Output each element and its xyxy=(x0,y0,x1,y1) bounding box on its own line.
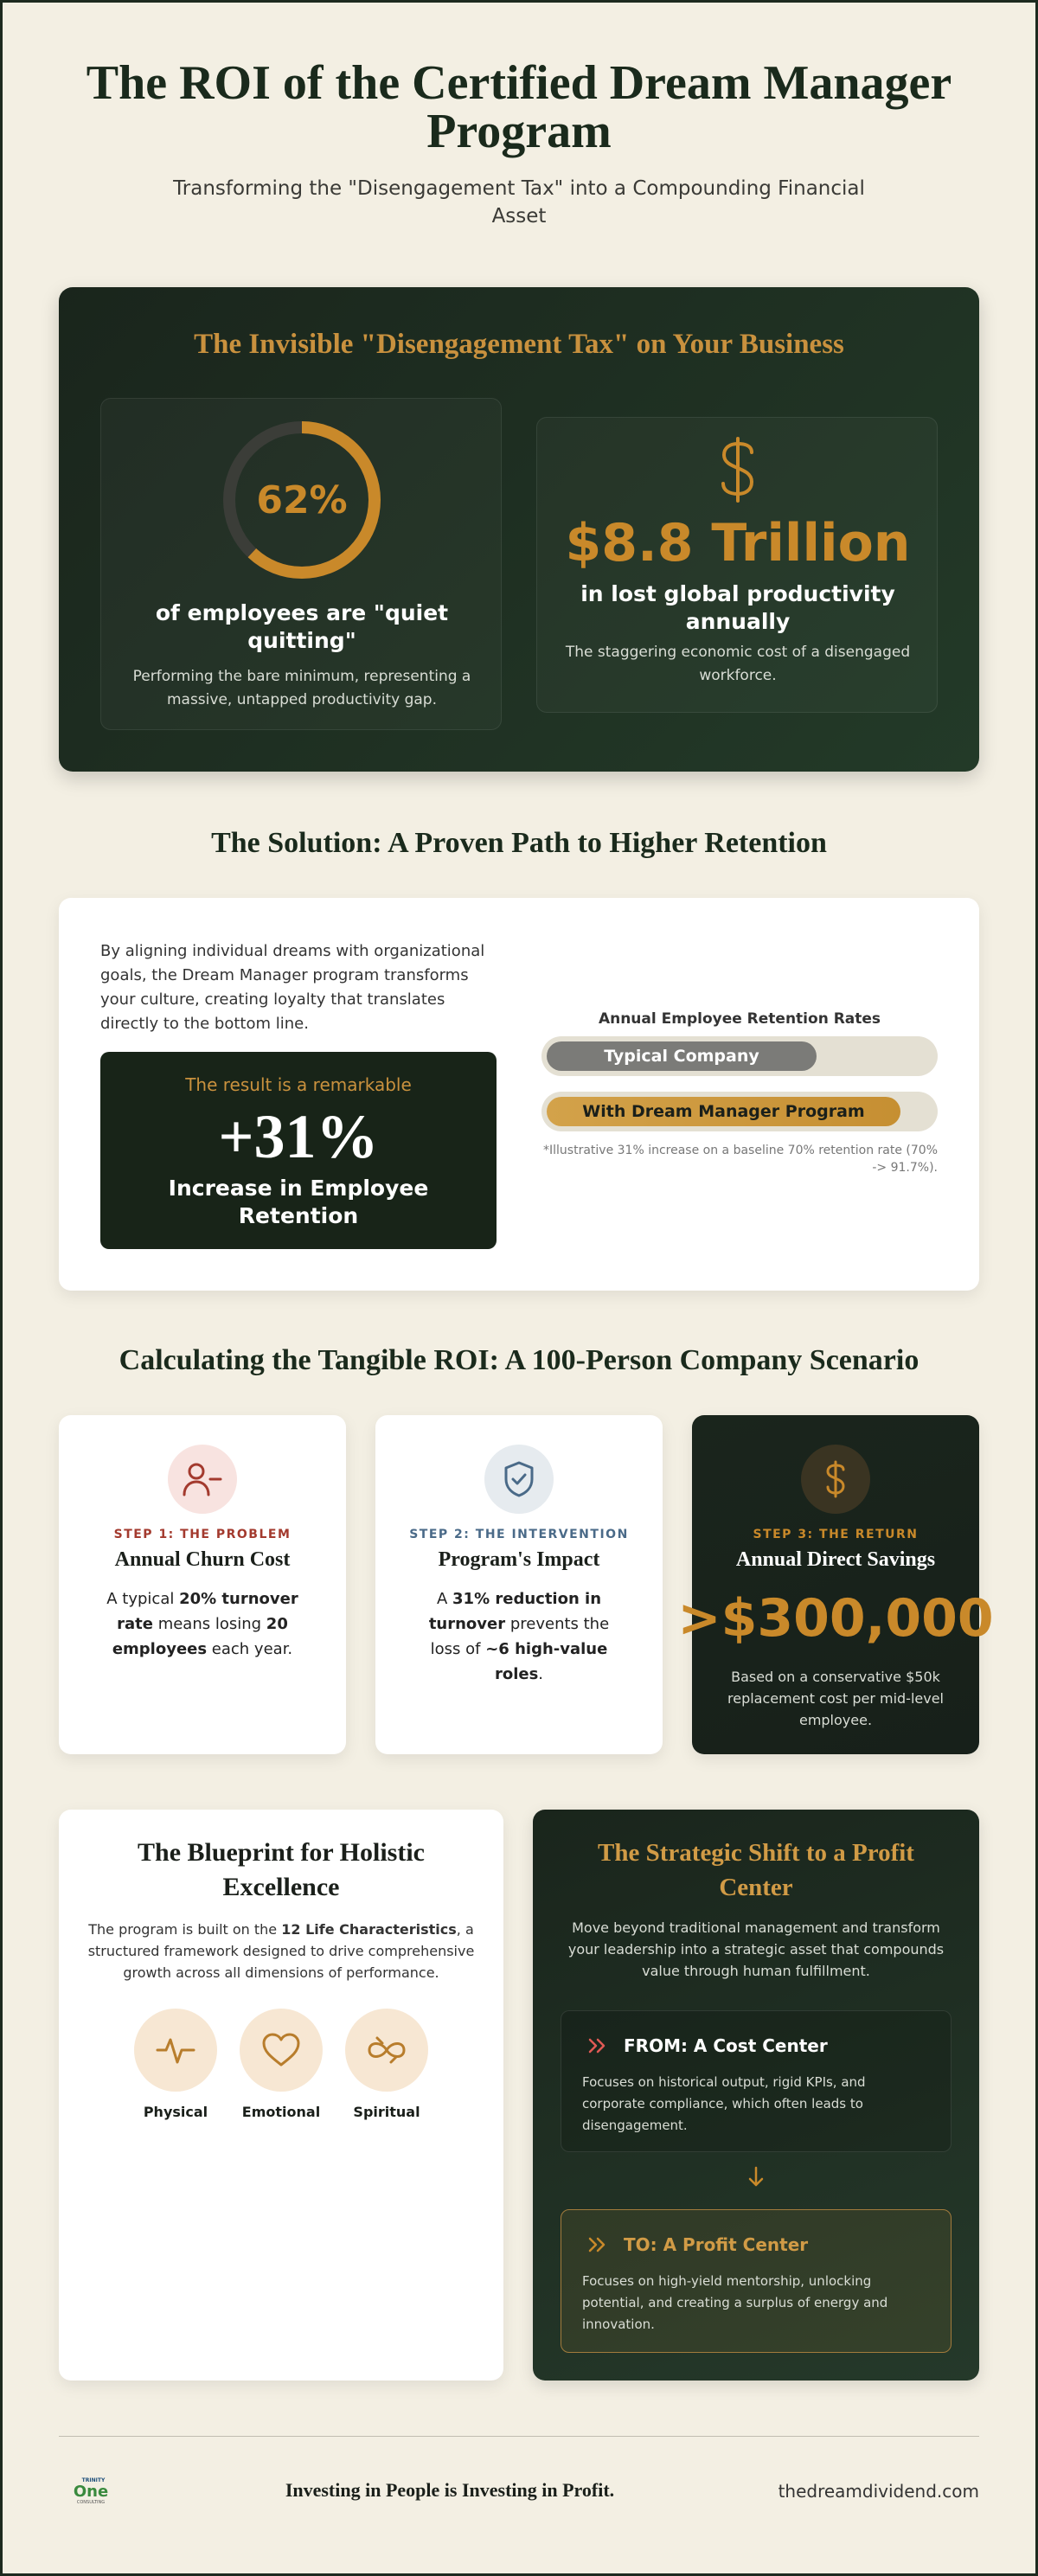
solution-card xyxy=(59,898,979,1291)
lost-productivity-value: $8.8 Trillion xyxy=(565,513,911,574)
pillar-emotional xyxy=(234,2009,329,2120)
solution-body: By aligning individual dreams with organizational goals, the Dream Manager program transforms your culture, creating loyalty that translates directly to the bottom line. xyxy=(100,942,485,1033)
heart-icon xyxy=(261,2032,301,2068)
quiet-quitting-headline: of employees are "quiet quitting" xyxy=(155,600,449,653)
dollar-icon xyxy=(715,437,760,503)
step-return-title: Annual Direct Savings xyxy=(735,1548,936,1571)
result-value: +31% xyxy=(218,1102,379,1171)
annual-savings-note: Based on a conservative $50k replacement cost per mid-level employee. xyxy=(727,1669,944,1728)
profit-center-box xyxy=(561,2209,952,2353)
profit-center-head: TO: A Profit Center xyxy=(624,2234,809,2255)
retention-chart-note: *Illustrative 31% increase on a baseline 70% retention rate (70% -> 91.7%). xyxy=(543,1144,938,1175)
pillar-physical-circle xyxy=(134,2009,217,2092)
quiet-quitting-description: Performing the bare minimum, representing a massive, untapped productivity gap. xyxy=(132,668,471,708)
step-intervention-title: Program's Impact xyxy=(438,1548,600,1571)
step-return-label: STEP 3: THE RETURN xyxy=(753,1528,919,1541)
cost-center-box xyxy=(561,2010,952,2152)
svg-text:TRINITY: TRINITY xyxy=(81,2477,106,2483)
annual-savings-value: >$300,000 xyxy=(677,1588,994,1649)
step-intervention-icon-circle xyxy=(484,1445,554,1514)
arrow-down-icon xyxy=(747,2164,765,2190)
retention-result-box xyxy=(100,1052,497,1249)
infinity-icon xyxy=(365,2033,408,2067)
footer-url[interactable]: thedreamdividend.com xyxy=(778,2481,979,2502)
chevrons-right-icon xyxy=(587,2236,606,2253)
dream-manager-bar: With Dream Manager Program xyxy=(547,1097,900,1126)
page-subtitle: Transforming the "Disengagement Tax" into a Compounding Financial Asset xyxy=(173,177,865,227)
step-problem-icon-circle xyxy=(168,1445,237,1514)
shift-title: The Strategic Shift to a Profit Center xyxy=(598,1839,914,1901)
trinity-one-logo xyxy=(67,2476,114,2505)
pillar-spiritual xyxy=(339,2009,434,2120)
profit-center-desc: Focuses on high-yield mentorship, unlocking potential, and creating a surplus of energy and innovation. xyxy=(582,2273,888,2332)
step-intervention-label: STEP 2: THE INTERVENTION xyxy=(409,1528,629,1541)
pillar-spiritual-label: Spiritual xyxy=(353,2104,420,2120)
blueprint-card xyxy=(59,1810,503,2381)
dollar-icon xyxy=(823,1460,848,1498)
footer-tagline: Investing in People is Investing in Profit. xyxy=(285,2479,615,2501)
quiet-quitting-percent: 62% xyxy=(256,477,348,522)
lost-productivity-headline: in lost global productivity annually xyxy=(580,581,895,634)
pillar-spiritual-circle xyxy=(345,2009,428,2092)
step-problem-description: A typical 20% turnover rate means losing 20 employees each year. xyxy=(106,1590,298,1658)
cost-center-head: FROM: A Cost Center xyxy=(624,2035,828,2056)
result-label: The result is a remarkable xyxy=(185,1074,412,1095)
chevrons-right-icon xyxy=(587,2037,606,2054)
cost-center-desc: Focuses on historical output, rigid KPIs, and corporate compliance, which often leads to disengagement. xyxy=(582,2074,866,2133)
typical-company-bar: Typical Company xyxy=(547,1041,817,1071)
solution-section-title: The Solution: A Proven Path to Higher Retention xyxy=(211,827,827,859)
result-subtitle: Increase in Employee Retention xyxy=(168,1176,429,1228)
shield-check-icon xyxy=(503,1460,535,1498)
page-title: The ROI of the Certified Dream Manager Program xyxy=(86,56,952,158)
blueprint-text: The program is built on the 12 Life Characteristics, a structured framework designed to drive comprehensive growth across all dimensions of performance. xyxy=(87,1921,475,1981)
pulse-icon xyxy=(156,2033,195,2067)
svg-text:One: One xyxy=(73,2483,109,2501)
pillar-emotional-circle xyxy=(240,2009,323,2092)
disengagement-tax-panel xyxy=(59,287,979,772)
typical-bar-track xyxy=(541,1036,938,1076)
svg-text:CONSULTING: CONSULTING xyxy=(76,2500,106,2505)
blueprint-title: The Blueprint for Holistic Excellence xyxy=(138,1838,425,1901)
step-problem-card xyxy=(59,1415,346,1754)
quiet-quitting-card xyxy=(100,398,502,730)
tax-section-title: The Invisible "Disengagement Tax" on Your Business xyxy=(194,329,844,360)
shift-text: Move beyond traditional management and transform your leadership into a strategic asset that compounds value through human fulfillment. xyxy=(567,1919,945,1979)
retention-chart-title: Annual Employee Retention Rates xyxy=(598,1010,881,1028)
roi-section-title: Calculating the Tangible ROI: A 100-Person Company Scenario xyxy=(119,1344,919,1376)
step-return-card xyxy=(677,1415,994,1754)
step-problem-label: STEP 1: THE PROBLEM xyxy=(113,1528,292,1541)
step-intervention-card xyxy=(375,1415,663,1754)
dream-bar-track xyxy=(541,1092,938,1131)
step-intervention-description: A 31% reduction in turnover prevents the loss of ~6 high-value roles. xyxy=(428,1590,610,1683)
lost-productivity-description: The staggering economic cost of a disengaged workforce. xyxy=(565,644,911,684)
strategic-shift-card xyxy=(533,1810,979,2381)
footer-divider xyxy=(59,2436,979,2437)
user-minus-icon xyxy=(183,1462,222,1496)
pillar-physical xyxy=(128,2009,223,2120)
step-problem-title: Annual Churn Cost xyxy=(114,1548,291,1571)
pillar-physical-label: Physical xyxy=(143,2104,208,2120)
pillar-emotional-label: Emotional xyxy=(241,2104,321,2120)
lost-productivity-card xyxy=(536,417,938,713)
step-return-icon-circle xyxy=(801,1445,870,1514)
